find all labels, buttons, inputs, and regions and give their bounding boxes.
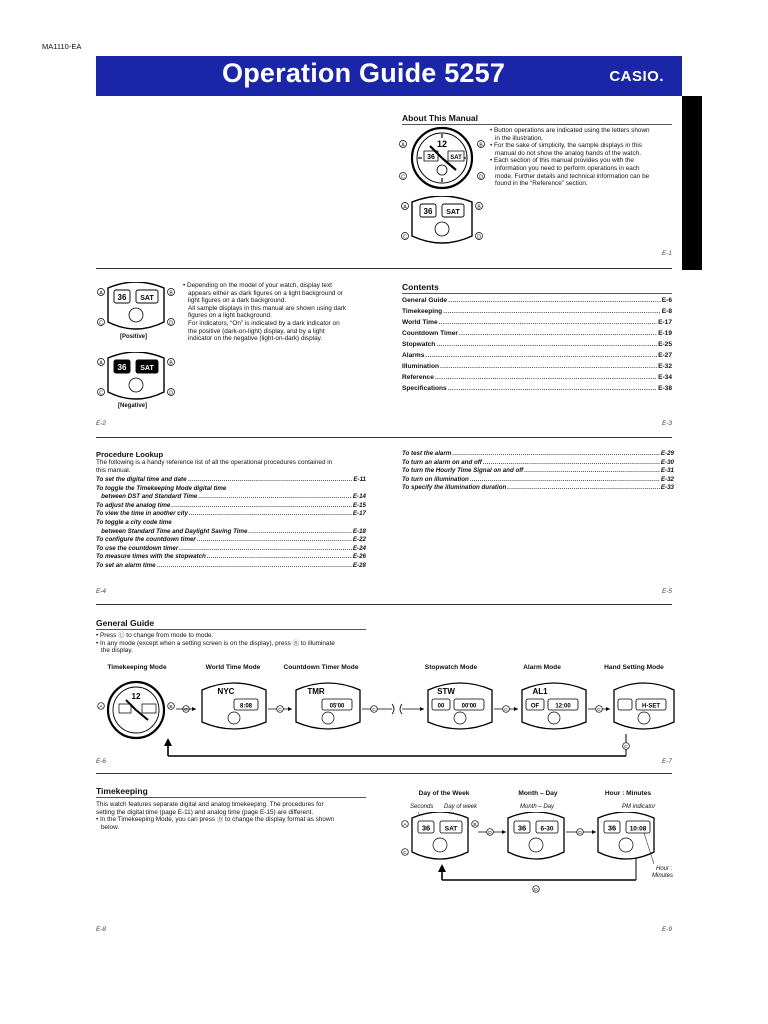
world-time-display: NYC (217, 687, 235, 696)
toc-entry[interactable]: Timekeeping ..... E-8 (402, 308, 672, 319)
page-divider (96, 437, 672, 438)
svg-text:B: B (477, 204, 481, 211)
mode-label-timekeeping: Timekeeping Mode (107, 664, 167, 671)
annotation-minutes: Minutes (652, 873, 674, 879)
svg-text:SAT: SAT (140, 365, 154, 372)
bullet-line: found in the “Reference” section. (495, 180, 588, 188)
page-divider (96, 604, 672, 605)
procedure-entry[interactable]: between Standard Time and Daylight Saving Time ..... E-18 (96, 528, 366, 537)
bullet-line: • In any mode (except when a setting screen is on the display), press Ⓑ to illuminate (96, 639, 335, 647)
toc-entry[interactable]: Countdown Timer ..... E-19 (402, 330, 672, 341)
annotation-day-of-week: Day of week (444, 804, 478, 810)
mode-label-stopwatch: Stopwatch Mode (424, 664, 478, 671)
toc-entry[interactable]: Alarms ..... E-27 (402, 352, 672, 363)
watch-illustration (396, 126, 488, 190)
section-tab (682, 96, 702, 270)
svg-text:36: 36 (427, 154, 435, 161)
svg-text:D: D (169, 320, 173, 327)
procedure-entry[interactable]: To toggle the Timekeeping Mode digital time (96, 484, 227, 492)
page-number: E-3 (662, 420, 672, 427)
banner-title: Operation Guide 5257 (222, 58, 506, 88)
negative-display-watch (96, 352, 176, 402)
svg-text:8:08: 8:08 (239, 703, 253, 710)
column-head-month-day: Month – Day (518, 790, 558, 797)
procedure-entry[interactable]: To configure the countdown timer ..... E-22 (96, 536, 366, 545)
display-seconds: 36 (421, 823, 431, 833)
bullet-line: For indicators, “On” is indicated by a dark indicator on (188, 319, 340, 327)
heading-underline (96, 797, 366, 798)
title-banner (96, 56, 682, 96)
stopwatch-display: STW (437, 687, 455, 696)
heading-underline (96, 629, 366, 630)
svg-text:C: C (99, 320, 103, 327)
svg-text:12:00: 12:00 (555, 703, 571, 710)
page-number: E-6 (96, 758, 106, 765)
svg-text:C: C (403, 234, 407, 241)
display-format-diagram (398, 812, 668, 898)
heading-underline (402, 124, 672, 125)
svg-text:05'00: 05'00 (329, 703, 345, 710)
svg-text:00'00: 00'00 (461, 703, 477, 710)
svg-text:36: 36 (117, 293, 127, 302)
bullet-line: • For the sake of simplicity, the sample displays in this (490, 142, 643, 150)
contents-heading: Contents (402, 282, 439, 292)
procedure-entry[interactable]: To view the time in another city ..... E-17 (96, 510, 366, 519)
procedure-lookup-heading: Procedure Lookup (96, 450, 164, 459)
svg-text:D: D (534, 888, 538, 894)
page-number: E-2 (96, 420, 106, 427)
bullet-line: manual do not show the analog hands of the watch. (495, 149, 642, 157)
toc-entry[interactable]: General Guide ..... E-6 (402, 297, 672, 308)
svg-text:12: 12 (436, 139, 448, 149)
toc-entry[interactable]: World Time ..... E-17 (402, 319, 672, 330)
bullet-line: in the illustration. (495, 134, 543, 142)
svg-text:D: D (578, 831, 582, 837)
about-bullets (490, 127, 680, 188)
page-number: E-7 (662, 758, 672, 765)
svg-text:12: 12 (131, 692, 141, 701)
svg-text:A: A (99, 360, 103, 367)
annotation-hour: Hour : (656, 866, 673, 872)
bullet-line: appears either as dark figures on a light background or (188, 289, 343, 297)
caption-negative: [Negative] (118, 403, 148, 409)
procedure-entry[interactable]: To turn the Hourly Time Signal on and off ..... E-31 (402, 467, 674, 476)
display-day: SAT (446, 209, 460, 216)
procedure-entry[interactable]: To specify the illumination duration ..... E-33 (402, 484, 674, 493)
procedure-entry[interactable]: between DST and Standard Time ..... E-14 (96, 493, 366, 502)
svg-text:SAT: SAT (140, 295, 154, 302)
annotation-month-day: Month – Day (520, 804, 555, 810)
paragraph-line: • In the Timekeeping Mode, you can press Ⓓ to change the display format as shown (96, 816, 335, 824)
mode-label-alarm: Alarm Mode (523, 664, 561, 671)
caption-positive: [Positive] (120, 334, 148, 340)
general-guide-bullets (96, 632, 396, 655)
mode-label-countdown: Countdown Timer Mode (283, 664, 359, 671)
svg-text:OF: OF (530, 703, 540, 710)
hand-setting-display: H-SET (642, 703, 660, 710)
mode-label-world-time: World Time Mode (205, 664, 261, 671)
bullet-line: • Press Ⓒ to change from mode to mode. (96, 632, 214, 639)
page-number: E-9 (662, 926, 672, 933)
svg-text:36: 36 (117, 363, 127, 372)
page-number: E-5 (662, 588, 672, 595)
svg-text:C: C (504, 708, 508, 714)
svg-text:B: B (479, 142, 483, 149)
toc-entry[interactable]: Stopwatch ..... E-25 (402, 341, 672, 352)
svg-text:A: A (401, 142, 405, 149)
bullet-line: • Depending on the model of your watch, display text (183, 282, 332, 289)
annotation-pm-indicator: PM indicator (622, 804, 656, 810)
display-day: SAT (444, 825, 458, 833)
annotation-seconds: Seconds (410, 804, 434, 810)
positive-display-watch (96, 282, 176, 342)
svg-text:A: A (99, 705, 103, 711)
svg-text:B: B (169, 290, 173, 297)
procedure-entry[interactable]: To set an alarm time ..... E-28 (96, 562, 366, 571)
bullet-line: information you need to perform operations in each (495, 164, 640, 172)
intro-line: The following is a handy reference list of all the operational procedures contained in (96, 459, 333, 466)
toc-list (402, 297, 672, 396)
display-note-bullets (183, 282, 383, 343)
toc-entry[interactable]: Illumination ..... E-32 (402, 363, 672, 374)
bullet-line: the positive (dark-on-light) display, and by a light (188, 327, 325, 335)
procedure-entry[interactable]: To adjust the analog time ..... E-15 (96, 502, 366, 511)
svg-text:B: B (169, 705, 173, 711)
paragraph-line: setting the digital time (page E-11) and analog time (page E-15) are different. (96, 808, 314, 816)
toc-entry[interactable]: Specifications ..... E-38 (402, 385, 672, 396)
bullet-line: All sample displays in this manual are shown using dark (188, 304, 347, 312)
svg-text:36: 36 (607, 823, 617, 833)
mode-label-hand-setting: Hand Setting Mode (604, 664, 664, 671)
svg-text:C: C (184, 708, 188, 714)
svg-text:B: B (473, 823, 477, 829)
timekeeping-heading: Timekeeping (96, 786, 148, 796)
paragraph-line: This watch features separate digital and analog timekeeping. The procedures for (96, 801, 324, 808)
svg-text:36: 36 (517, 823, 527, 833)
timekeeping-watch (98, 682, 175, 738)
general-guide-heading: General Guide (96, 618, 155, 628)
svg-text:C: C (99, 390, 103, 397)
bullet-line: indicator on the negative (light-on-dark) display. (188, 335, 323, 343)
svg-text:C: C (597, 708, 601, 714)
svg-text:A: A (99, 290, 103, 297)
svg-text:C: C (403, 851, 407, 857)
digital-watch-illustration (398, 196, 486, 246)
procedure-entry[interactable]: To use the countdown timer ..... E-24 (96, 545, 366, 554)
countdown-display: TMR (307, 687, 325, 696)
alarm-display: AL1 (532, 687, 548, 696)
svg-text:D: D (488, 831, 492, 837)
svg-text:D: D (477, 234, 481, 241)
toc-entry[interactable]: Reference ..... E-34 (402, 374, 672, 385)
procedure-entry[interactable]: To turn on illumination ..... E-32 (402, 476, 674, 485)
svg-text:C: C (401, 174, 405, 181)
procedure-intro (96, 459, 366, 474)
column-head-day: Day of the Week (418, 790, 470, 797)
about-heading: About This Manual (402, 113, 479, 123)
heading-underline (402, 293, 672, 294)
procedure-list-continued (402, 450, 674, 493)
mode-cycle-diagram (96, 678, 678, 762)
svg-text:C: C (372, 708, 376, 714)
column-head-hour-minutes: Hour : Minutes (604, 790, 652, 797)
svg-text:A: A (403, 204, 407, 211)
svg-text:D: D (169, 390, 173, 397)
procedure-entry[interactable]: To toggle a city code time (96, 518, 172, 526)
bullet-line: light figures on a dark background. (188, 297, 287, 305)
procedure-list (96, 476, 366, 571)
bullet-line: figures on a light background. (188, 312, 272, 320)
svg-text:D: D (479, 174, 483, 181)
page-divider (96, 268, 672, 269)
svg-text:B: B (169, 360, 173, 367)
page-divider (96, 773, 672, 774)
svg-text:A: A (403, 823, 407, 829)
page-number: E-1 (662, 250, 672, 257)
document-id: MA1110-EA (42, 42, 82, 51)
svg-text:6-30: 6-30 (540, 825, 554, 833)
svg-text:00: 00 (437, 703, 445, 710)
page-number: E-4 (96, 588, 106, 595)
display-seconds: 36 (423, 207, 433, 216)
bullet-line: the display. (101, 647, 133, 655)
brand-logo: CASIO. (609, 68, 664, 85)
bullet-line: • Button operations are indicated using the letters shown (490, 127, 650, 134)
intro-line: this manual. (96, 466, 131, 474)
svg-text:SAT: SAT (450, 155, 462, 161)
procedure-entry[interactable]: To set the digital time and date ..... E-11 (96, 476, 366, 485)
svg-text:10:08: 10:08 (629, 825, 647, 833)
svg-text:C: C (278, 708, 282, 714)
bullet-line: mode. Further details and technical information can be (495, 172, 650, 180)
paragraph-line: below. (101, 823, 120, 831)
procedure-entry[interactable]: To turn an alarm on and off ..... E-30 (402, 459, 674, 468)
timekeeping-text (96, 801, 396, 831)
procedure-entry[interactable]: To measure times with the stopwatch ..... E-26 (96, 553, 366, 562)
procedure-entry[interactable]: To test the alarm ..... E-29 (402, 450, 674, 459)
page-number: E-8 (96, 926, 106, 933)
svg-text:C: C (624, 745, 628, 751)
bullet-line: • Each section of this manual provides you with the (490, 157, 634, 165)
